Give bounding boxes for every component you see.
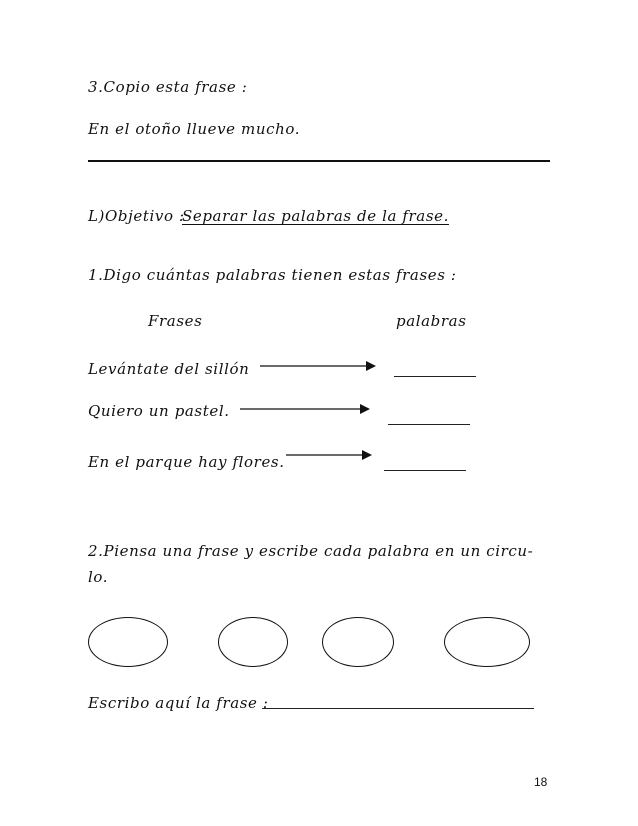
exercise-2-heading: 2.Piensa una frase y escribe cada palabra en un circu- — [88, 542, 534, 560]
column-header-frases: Frases — [148, 312, 203, 330]
answer-blank-2[interactable] — [388, 424, 470, 425]
page-number: 18 — [534, 775, 548, 789]
exercise-1-heading: 1.Digo cuántas palabras tienen estas frases : — [88, 266, 457, 284]
objective-label: L)Objetivo : — [88, 207, 185, 225]
objective-text: Separar las palabras de la frase. — [182, 207, 449, 225]
word-circle-3[interactable] — [322, 617, 394, 667]
arrow-icon — [240, 401, 372, 417]
phrase-row-1: Levántate del sillón — [88, 360, 250, 378]
copy-sentence-heading: 3.Copio esta frase : — [88, 78, 248, 96]
exercise-2-heading-continued: lo. — [88, 568, 109, 586]
column-header-palabras: palabras — [396, 312, 467, 330]
writing-line — [88, 160, 550, 162]
write-sentence-label: Escribo aquí la frase : — [88, 694, 269, 712]
phrase-row-3: En el parque hay flores. — [88, 453, 285, 471]
answer-blank-1[interactable] — [394, 376, 476, 377]
arrow-icon — [260, 358, 378, 374]
sentence-to-copy: En el otoño llueve mucho. — [88, 120, 301, 138]
sentence-answer-line[interactable] — [262, 708, 534, 709]
answer-blank-3[interactable] — [384, 470, 466, 471]
word-circle-4[interactable] — [444, 617, 530, 667]
word-circle-2[interactable] — [218, 617, 288, 667]
arrow-icon — [286, 447, 374, 463]
word-circle-1[interactable] — [88, 617, 168, 667]
phrase-row-2: Quiero un pastel. — [88, 402, 230, 420]
